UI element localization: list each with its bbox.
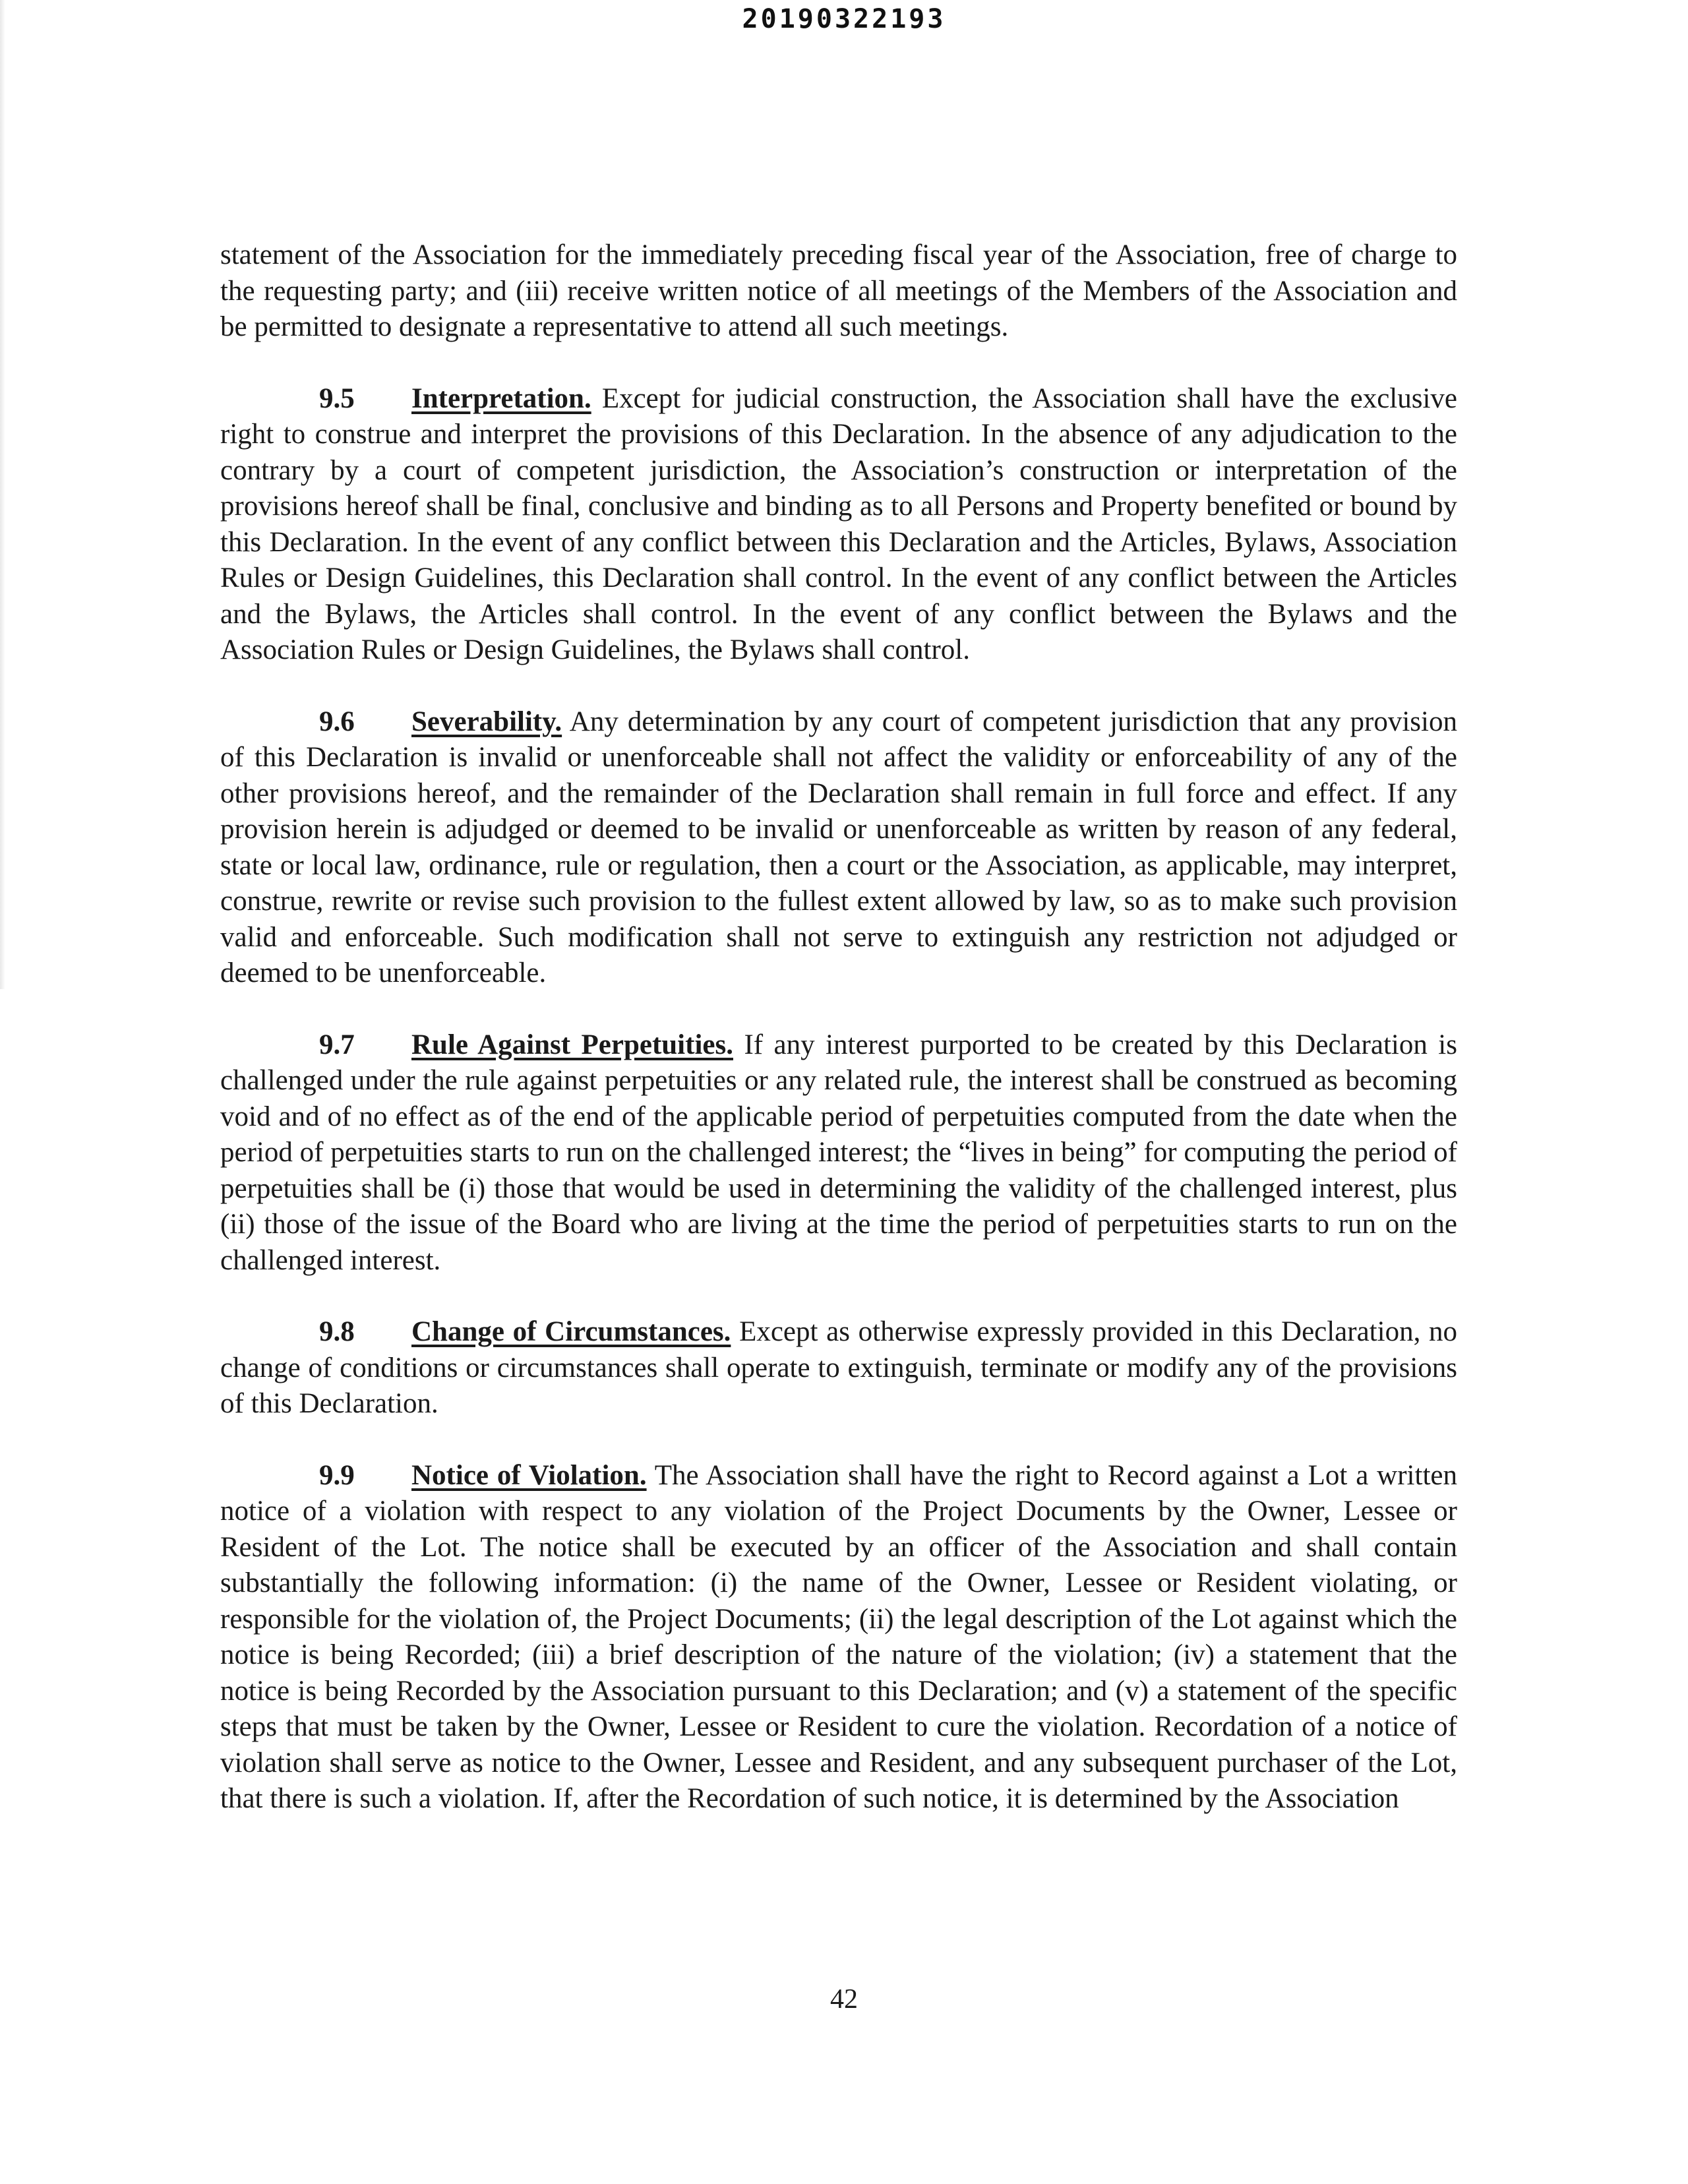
section-number: 9.9 xyxy=(319,1459,355,1491)
section-title: Interpretation. xyxy=(411,382,591,414)
section-9-7 xyxy=(220,1027,1457,1279)
section-title: Severability. xyxy=(411,706,562,737)
section-text: Any determination by any court of competent jurisdiction that any provision of this Declaration is invalid or unenforceable shall not affect the validity or enforceability of any of the other provisions hereof, and the remainder of the Declaration shall remain in full force and effect. If any provision herein is adjudged or deemed to be invalid or unenforceable as written by reason of any federal, state or local law, ordinance, rule or regulation, then a court or the Association, as applicable, may interpret, construe, rewrite or revise such provision to the fullest extent allowed by law, so as to make such provision valid and enforceable. Such modification shall not serve to extinguish any restriction not adjudged or deemed to be unenforceable. xyxy=(220,706,1457,988)
section-number: 9.5 xyxy=(319,382,355,414)
section-text: Except for judicial construction, the Association shall have the exclusive right to construe and interpret the provisions of this Declaration. In the absence of any adjudication to the contrary by a court of competent jurisdiction, the Association’s construction or interpretation of the provisions hereof shall be final, conclusive and binding as to all Persons and Property benefited or bound by this Declaration. In the event of any conflict between this Declaration and the Articles, Bylaws, Association Rules or Design Guidelines, this Declaration shall control. In the event of any conflict between the Articles and the Bylaws, the Articles shall control. In the event of any conflict between the Bylaws and the Association Rules or Design Guidelines, the Bylaws shall control. xyxy=(220,382,1457,665)
section-number: 9.7 xyxy=(319,1029,355,1060)
section-text: Except as otherwise expressly provided in this Declaration, no change of conditions or circumstances shall operate to extinguish, terminate or modify any of the provisions of this Declaration. xyxy=(220,1316,1457,1419)
section-number: 9.8 xyxy=(319,1316,355,1347)
section-9-5 xyxy=(220,381,1457,669)
section-title: Rule Against Perpetuities. xyxy=(411,1029,733,1060)
section-9-9 xyxy=(220,1458,1457,1817)
section-title: Notice of Violation. xyxy=(411,1459,647,1491)
section-title: Change of Circumstances. xyxy=(411,1316,731,1347)
page-number: 42 xyxy=(830,1984,858,2015)
section-9-6 xyxy=(220,704,1457,992)
section-9-8 xyxy=(220,1314,1457,1422)
section-text: If any interest purported to be created by this Declaration is challenged under the rule against perpetuities or any related rule, the interest shall be construed as becoming void and of no effect as of the end of the applicable period of perpetuities computed from the date when the period of perpetuities starts to run on the challenged interest; the “lives in being” for computing the period of perpetuities shall be (i) those that would be used in determining the validity of the challenged interest, plus (ii) those of the issue of the Board who are living at the time the period of perpetuities starts to run on the challenged interest. xyxy=(220,1029,1457,1276)
section-number: 9.6 xyxy=(319,706,355,737)
scan-edge xyxy=(0,0,5,989)
section-text: The Association shall have the right to Record against a Lot a written notice of a violation with respect to any violation of the Project Documents by the Owner, Lessee or Resident of the Lot. The notice shall be executed by an officer of the Association and shall contain substantially the following information: (i) the name of the Owner, Lessee or Resident violating, or responsible for the violation of, the Project Documents; (ii) the legal description of the Lot against which the notice is being Recorded; (iii) a brief description of the nature of the violation; (iv) a statement that the notice is being Recorded by the Association pursuant to this Declaration; and (v) a statement of the specific steps that must be taken by the Owner, Lessee or Resident to cure the violation. Recordation of a notice of violation shall serve as notice to the Owner, Lessee and Resident, and any subsequent purchaser of the Lot, that there is such a violation. If, after the Recordation of such notice, it is determined by the Association xyxy=(220,1459,1457,1814)
intro-paragraph: statement of the Association for the immediately preceding fiscal year of the Association, free of charge to the requesting party; and (iii) receive written notice of all meetings of the Members of the Association and be permitted to designate a representative to attend all such meetings. xyxy=(220,239,1457,342)
document-body xyxy=(220,237,1457,1853)
recording-number: 20190322193 xyxy=(742,4,946,34)
